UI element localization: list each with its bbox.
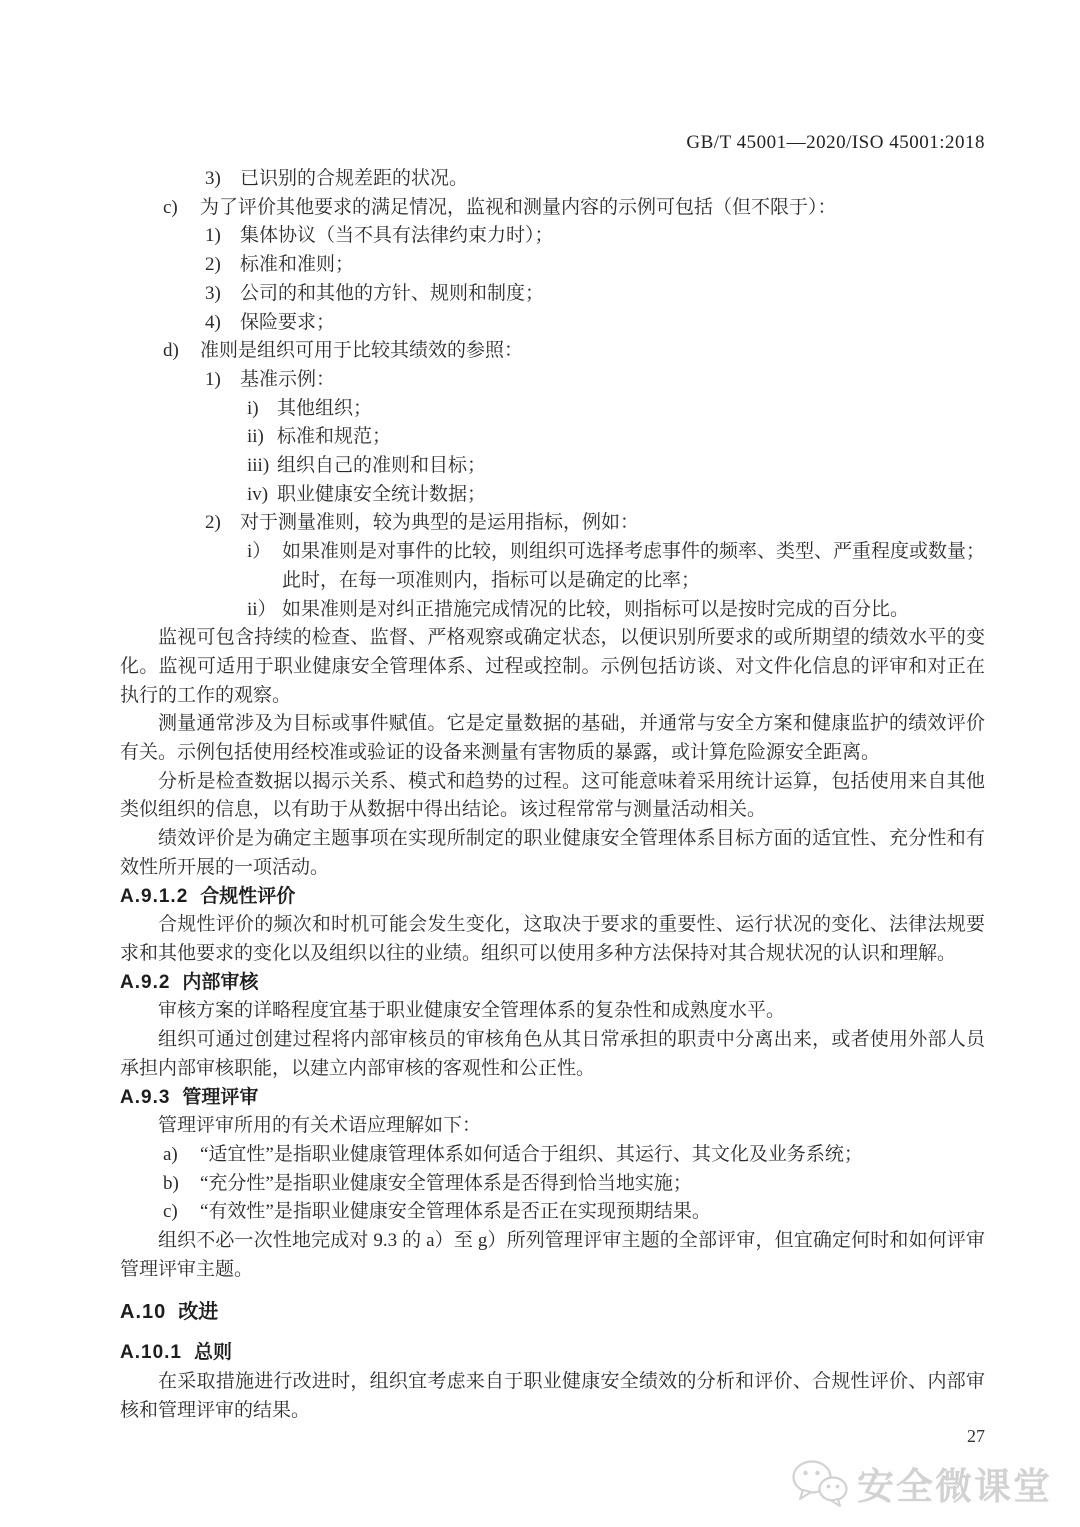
list-item bbox=[120, 481, 985, 510]
list-item-continuation: 此时，在每一项准则内，指标可以是确定的比率； bbox=[282, 569, 701, 591]
list-marker: 1) bbox=[205, 368, 221, 390]
list-marker: d) bbox=[163, 340, 179, 362]
section-heading bbox=[120, 883, 985, 912]
list-text: “适宜性”是指职业健康管理体系如何适合于组织、其运行、其文化及业务系统； bbox=[200, 1143, 863, 1165]
list-item bbox=[120, 165, 985, 194]
list-text: 对于测量准则，较为典型的是运用指标，例如： bbox=[240, 512, 640, 534]
list-item bbox=[120, 222, 985, 251]
list-marker: ii) bbox=[247, 426, 264, 448]
list-item bbox=[120, 337, 985, 366]
list-text: 如果准则是对纠正措施完成情况的比较，则指标可以是按时完成的百分比。 bbox=[282, 598, 910, 620]
section-number: A.10 bbox=[120, 1301, 167, 1324]
section-heading bbox=[120, 1084, 985, 1113]
paragraph: 在采取措施进行改进时，组织宜考虑来自于职业健康安全绩效的分析和评价、合规性评价、内部审核和管理评审的结果。 bbox=[120, 1370, 985, 1421]
paragraph: 组织不必一次性地完成对 9.3 的 a）至 g）所列管理评审主题的全部评审，但宜确定何时和如何评审管理评审主题。 bbox=[120, 1230, 985, 1280]
paragraph: 测量通常涉及为目标或事件赋值。它是定量数据的基础，并通常与安全方案和健康监护的绩效评价有关。示例包括使用经校准或验证的设备来测量有害物质的暴露，或计算危险源安全距离。 bbox=[120, 713, 985, 764]
list-text: 公司的和其他的方针、规则和制度； bbox=[240, 282, 545, 304]
list-text: 基准示例： bbox=[240, 368, 336, 390]
list-marker: iv) bbox=[247, 483, 269, 505]
list-item bbox=[120, 1198, 985, 1227]
watermark bbox=[791, 1456, 1052, 1510]
list-text: “有效性”是指职业健康安全管理体系是否正在实现预期结果。 bbox=[200, 1201, 711, 1223]
list-text: 标准和准则； bbox=[240, 254, 355, 276]
section-title: 总则 bbox=[193, 1342, 232, 1364]
list-item bbox=[120, 366, 985, 395]
paragraph: 组织可通过创建过程将内部审核员的审核角色从其日常承担的职责中分离出来，或者使用外部人员承担内部审核职能，以建立内部审核的客观性和公正性。 bbox=[120, 1029, 985, 1079]
list-marker: 3) bbox=[205, 168, 221, 189]
list-text: 保险要求； bbox=[240, 311, 336, 333]
list-marker: a) bbox=[163, 1143, 178, 1165]
list-text: 标准和规范； bbox=[277, 426, 392, 448]
chapter-heading bbox=[120, 1298, 985, 1327]
section-title: 合规性评价 bbox=[200, 885, 296, 907]
list-text: 为了评价其他要求的满足情况，监视和测量内容的示例可包括（但不限于）： bbox=[200, 196, 837, 218]
list-marker: iii) bbox=[247, 455, 270, 477]
section-number: A.9.1.2 bbox=[120, 885, 189, 907]
list-marker: 4) bbox=[205, 311, 221, 333]
list-item bbox=[120, 251, 985, 280]
section-number: A.9.3 bbox=[120, 1086, 171, 1108]
paragraph: 监视可包含持续的检查、监督、严格观察或确定状态，以便识别所要求的或所期望的绩效水平的变化。监视可适用于职业健康安全管理体系、过程或控制。示例包括访谈、对文件化信息的评审和对正在执行的工作的观察。 bbox=[120, 627, 985, 706]
document-body bbox=[120, 165, 985, 1425]
list-text: “充分性”是指职业健康安全管理体系是否得到恰当地实施； bbox=[200, 1172, 692, 1194]
list-item bbox=[120, 452, 985, 481]
wechat-icon bbox=[791, 1458, 849, 1508]
list-marker: 3) bbox=[205, 282, 221, 304]
list-text: 组织自己的准则和目标； bbox=[277, 455, 487, 477]
doc-code-header: GB/T 45001—2020/ISO 45001:2018 bbox=[686, 132, 985, 153]
list-item bbox=[120, 1170, 985, 1199]
list-marker: ii） bbox=[247, 598, 277, 620]
list-text: 已识别的合规差距的状况。 bbox=[240, 168, 469, 189]
list-text: 准则是组织可用于比较其绩效的参照： bbox=[200, 340, 524, 362]
list-text: 其他组织； bbox=[277, 397, 373, 419]
paragraph: 审核方案的详略程度宜基于职业健康安全管理体系的复杂性和成熟度水平。 bbox=[158, 1000, 786, 1022]
section-number: A.10.1 bbox=[120, 1342, 182, 1364]
list-marker: b) bbox=[163, 1172, 179, 1194]
list-marker: 2) bbox=[205, 512, 221, 534]
list-text: 如果准则是对事件的比较，则组织可选择考虑事件的频率、类型、严重程度或数量； bbox=[282, 541, 986, 563]
list-marker: c) bbox=[163, 1201, 178, 1223]
section-title: 管理评审 bbox=[182, 1086, 259, 1108]
list-item bbox=[120, 538, 985, 567]
watermark-text: 安全微课堂 bbox=[857, 1466, 1052, 1507]
page-number: 27 bbox=[967, 1426, 985, 1446]
section-heading bbox=[120, 969, 985, 998]
paragraph: 合规性评价的频次和时机可能会发生变化，这取决于要求的重要性、运行状况的变化、法律法规要求和其他要求的变化以及组织以往的业绩。组织可以使用多种方法保持对其合规状况的认识和理解。 bbox=[120, 914, 985, 964]
list-item bbox=[120, 509, 985, 538]
list-item bbox=[120, 194, 985, 223]
paragraph: 绩效评价是为确定主题事项在实现所制定的职业健康安全管理体系目标方面的适宜性、充分性和有效性所开展的一项活动。 bbox=[120, 828, 985, 878]
list-item bbox=[120, 309, 985, 338]
list-item bbox=[120, 395, 985, 424]
list-text: 集体协议（当不具有法律约束力时）； bbox=[240, 225, 554, 247]
list-item bbox=[120, 596, 985, 625]
list-item bbox=[120, 280, 985, 309]
list-item bbox=[120, 423, 985, 452]
section-number: A.9.2 bbox=[120, 971, 171, 993]
list-marker: i） bbox=[247, 541, 272, 563]
section-title: 内部审核 bbox=[182, 971, 259, 993]
paragraph: 管理评审所用的有关术语应理解如下： bbox=[158, 1115, 482, 1137]
section-title: 改进 bbox=[178, 1301, 219, 1324]
list-marker: c) bbox=[163, 196, 178, 218]
list-text: 职业健康安全统计数据； bbox=[277, 483, 487, 505]
paragraph: 分析是检查数据以揭示关系、模式和趋势的过程。这可能意味着采用统计运算，包括使用来自其他类似组织的信息，以有助于从数据中得出结论。该过程常常与测量活动相关。 bbox=[120, 770, 985, 821]
section-heading bbox=[120, 1339, 985, 1368]
list-marker: 1) bbox=[205, 225, 221, 247]
list-item bbox=[120, 1141, 985, 1170]
list-marker: 2) bbox=[205, 254, 221, 276]
list-marker: i) bbox=[247, 397, 259, 419]
